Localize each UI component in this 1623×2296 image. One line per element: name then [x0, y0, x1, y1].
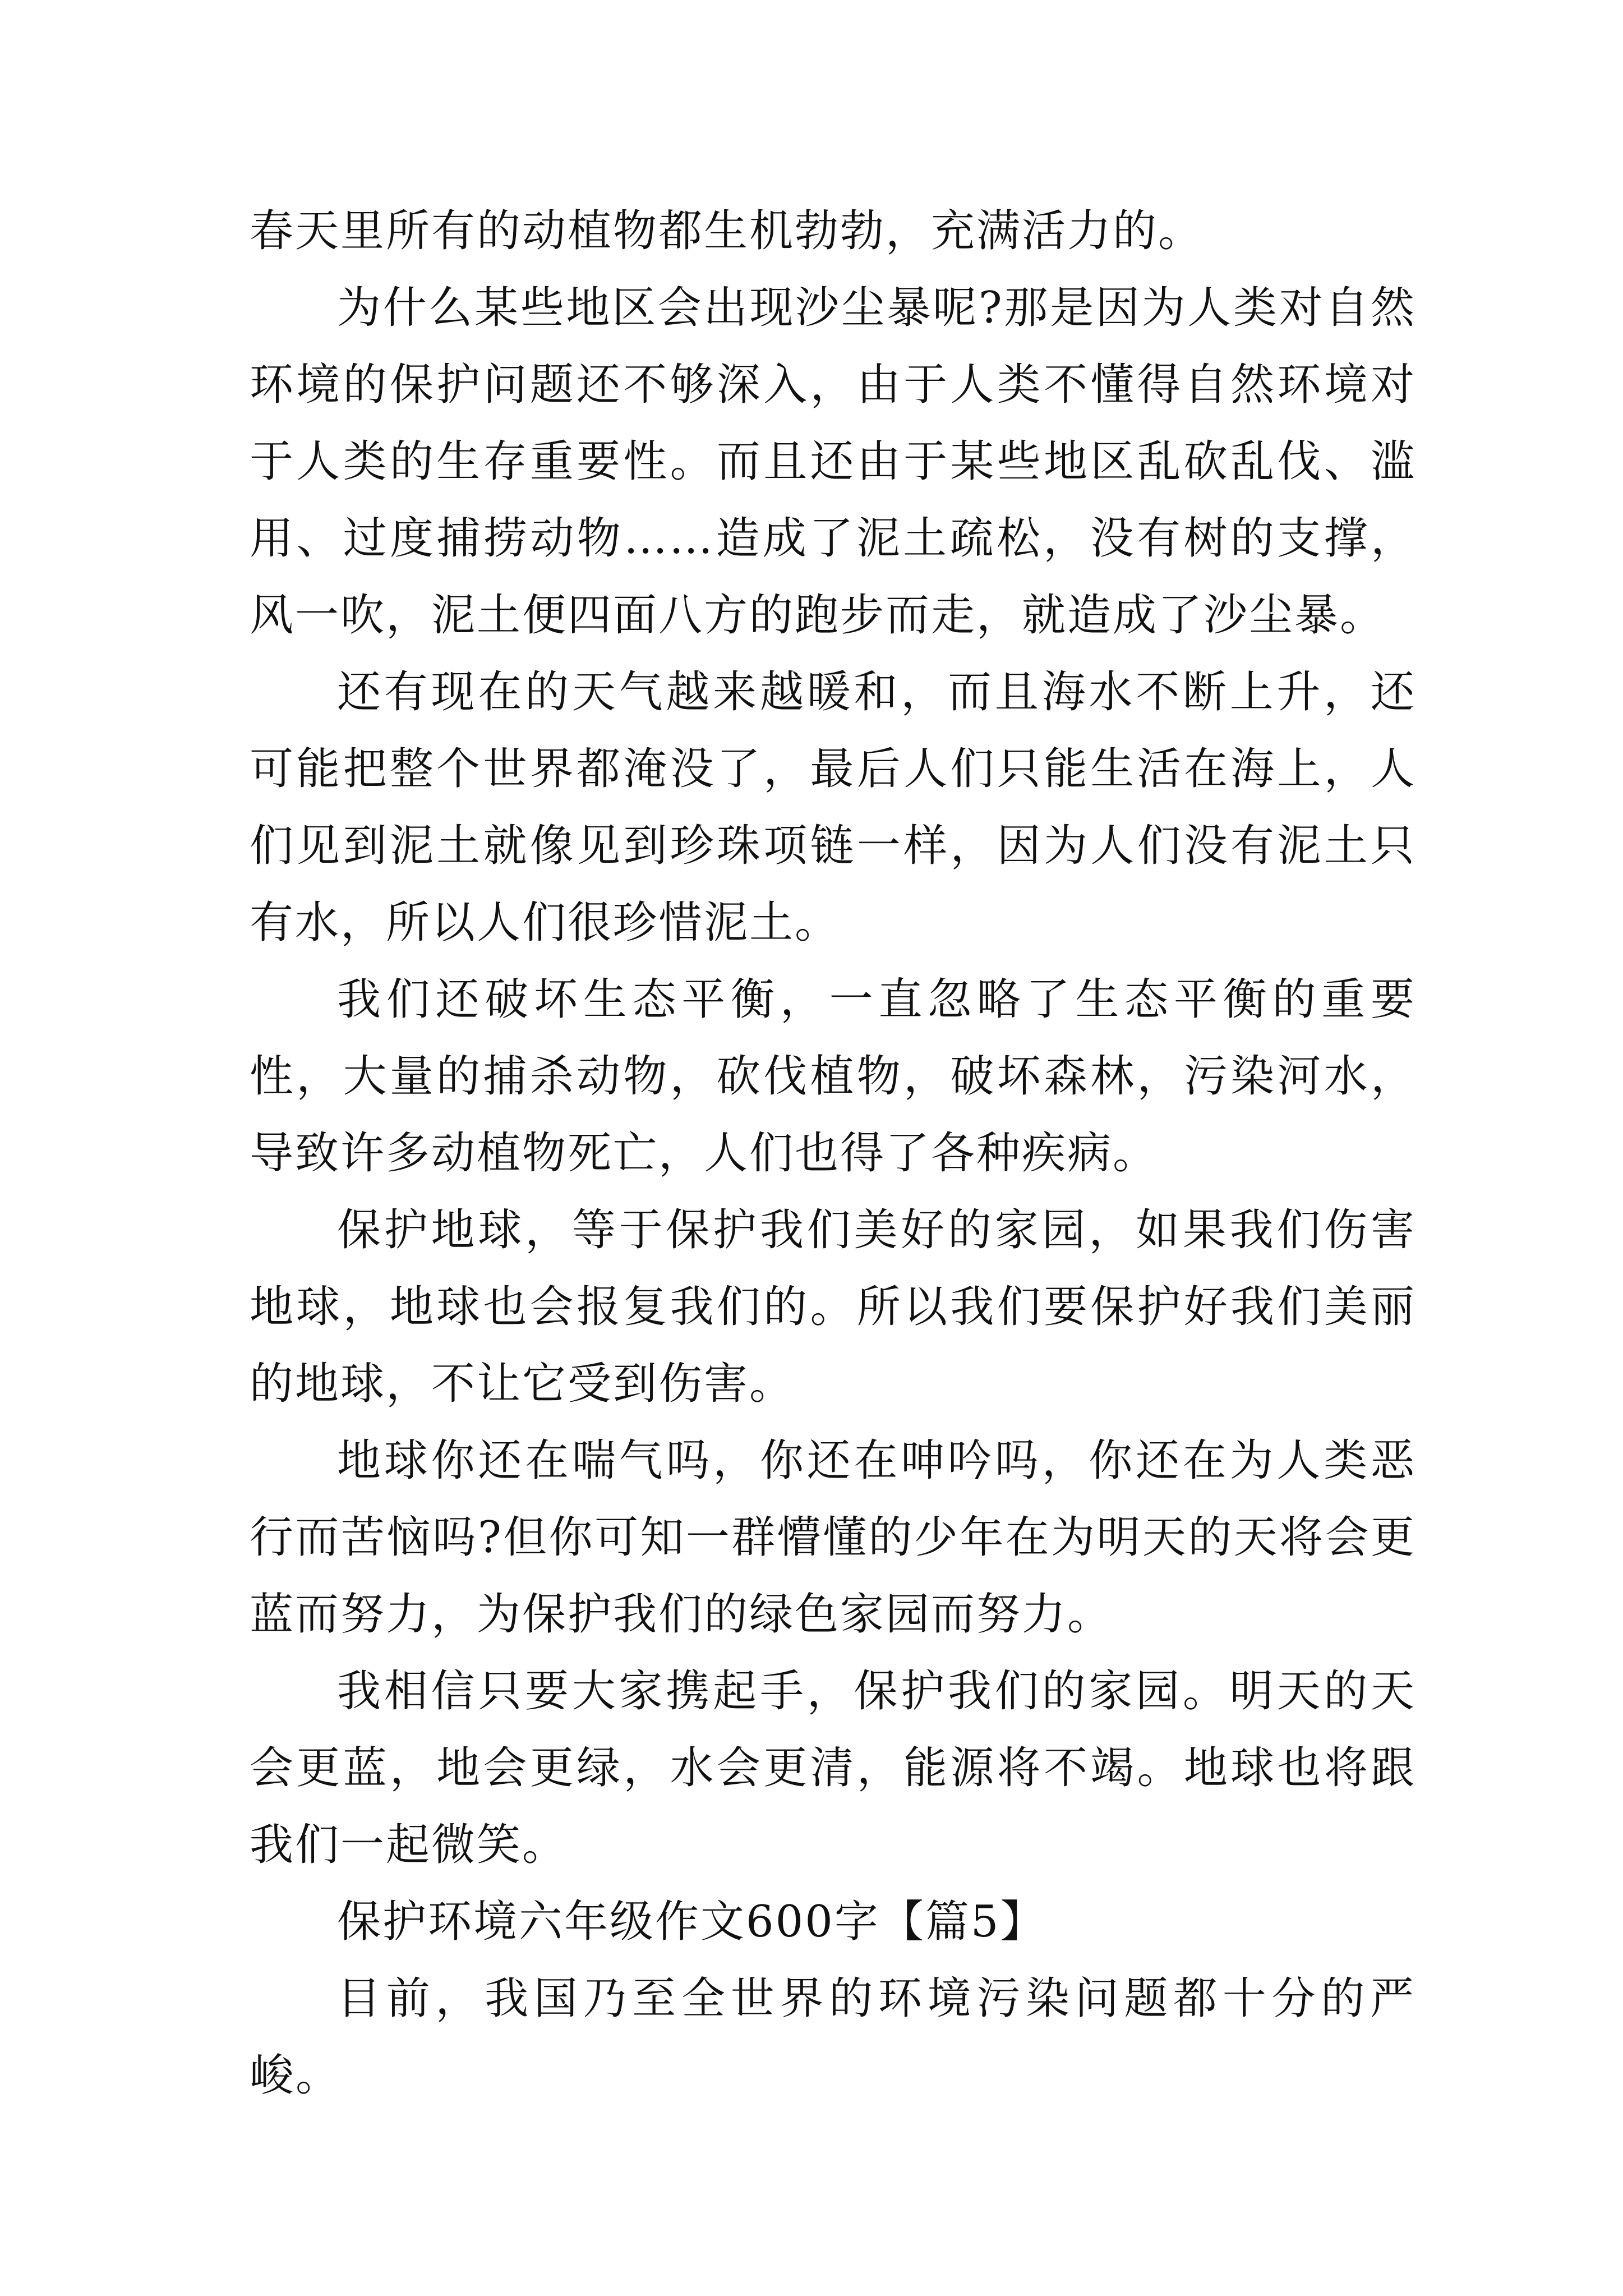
paragraph-4: 我们还破坏生态平衡，一直忽略了生态平衡的重要性，大量的捕杀动物，砍伐植物，破坏森林，污染河水，导致许多动植物死亡，人们也得了各种疾病。 [250, 974, 1416, 1179]
paragraph-1: 春天里所有的动植物都生机勃勃，充满活力的。 [250, 206, 1204, 256]
section-heading: 保护环境六年级作文600字【篇5】 [337, 1897, 1046, 1947]
paragraph-3: 还有现在的天气越来越暖和，而且海水不断上升，还可能把整个世界都淹没了，最后人们只能生活在海上，人们见到泥土就像见到珍珠项链一样，因为人们没有泥土只有水，所以人们很珍惜泥土。 [250, 667, 1416, 948]
document-body [250, 193, 1416, 2114]
paragraph-2: 为什么某些地区会出现沙尘暴呢?那是因为人类对自然环境的保护问题还不够深入，由于人类不懂得自然环境对于人类的生存重要性。而且还由于某些地区乱砍乱伐、滥用、过度捕捞动物……造成了泥土疏松，没有树的支撑，风一吹，泥土便四面八方的跑步而走，就造成了沙尘暴。 [250, 283, 1416, 641]
paragraph-6: 地球你还在喘气吗，你还在呻吟吗，你还在为人类恶行而苦恼吗?但你可知一群懵懂的少年在为明天的天将会更蓝而努力，为保护我们的绿色家园而努力。 [250, 1435, 1416, 1640]
paragraph-5: 保护地球，等于保护我们美好的家园，如果我们伤害地球，地球也会报复我们的。所以我们要保护好我们美丽的地球，不让它受到伤害。 [250, 1205, 1416, 1409]
paragraph-8: 目前，我国乃至全世界的环境污染问题都十分的严峻。 [250, 1973, 1416, 2101]
paragraph-7: 我相信只要大家携起手，保护我们的家园。明天的天会更蓝，地会更绿，水会更清，能源将不竭。地球也将跟我们一起微笑。 [250, 1666, 1416, 1870]
